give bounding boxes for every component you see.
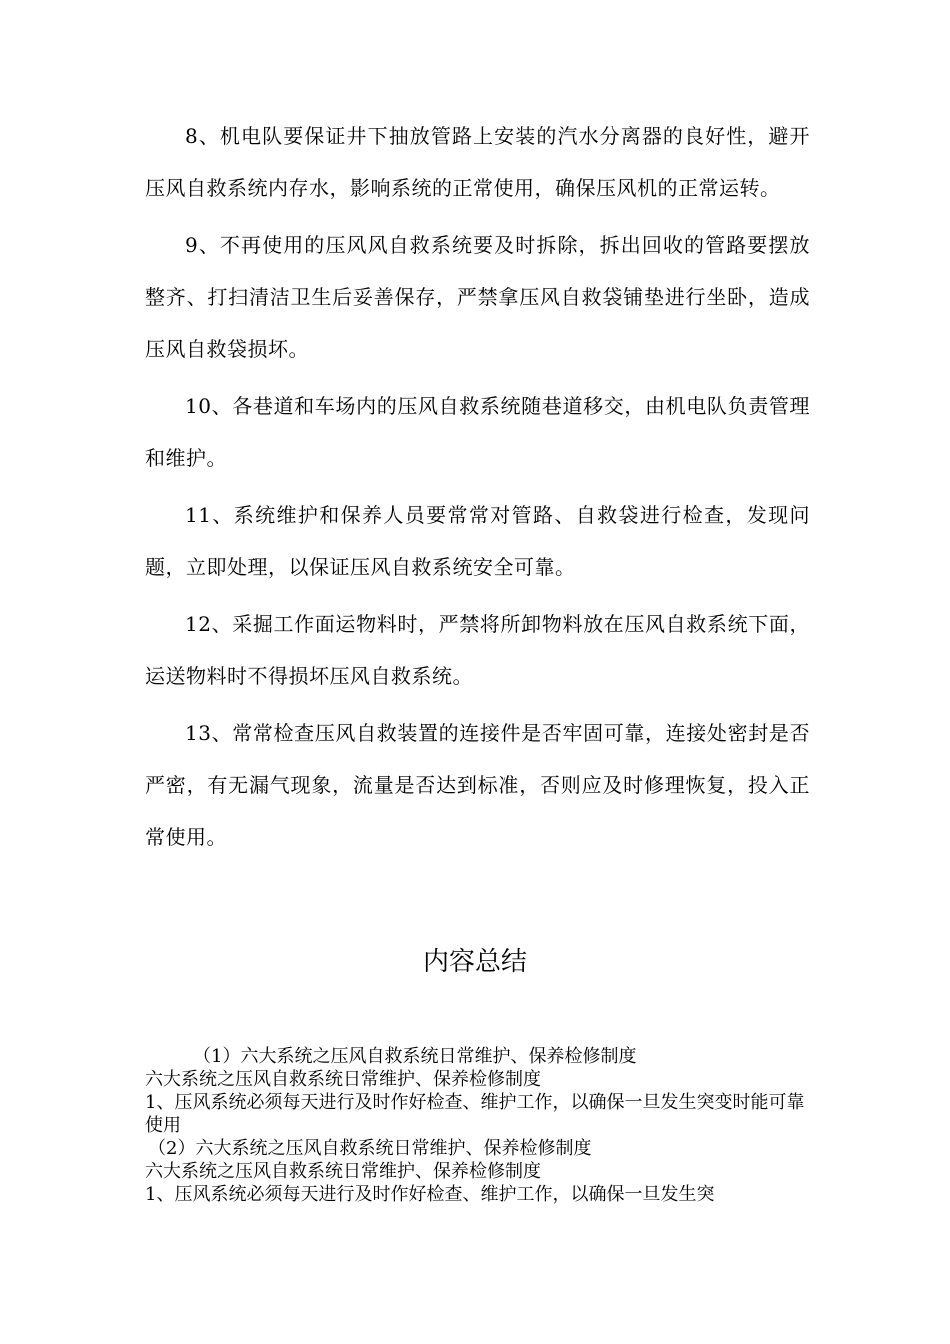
summary-line: 1、压风系统必须每天进行及时作好检查、维护工作，以确保一旦发生突: [145, 1184, 715, 1205]
summary-line: （2）六大系统之压风自救系统日常维护、保养检修制度: [148, 1138, 592, 1159]
paragraph-item-8: 8、机电队要保证井下抽放管路上安装的汽水分离器的良好性，避开压风自救系统内存水，影响系统的正常使用，确保压风机的正常运转。: [145, 124, 810, 200]
summary-line: 六大系统之压风自救系统日常维护、保养检修制度: [145, 1161, 541, 1182]
summary-line: 六大系统之压风自救系统日常维护、保养检修制度: [145, 1069, 541, 1090]
summary-block: [145, 1045, 810, 1206]
paragraph-item-11: 11、系统维护和保养人员要常常对管路、自救袋进行检查，发现问题，立即处理，以保证压风自救系统安全可靠。: [145, 503, 810, 579]
paragraph-item-13: 13、常常检查压风自救装置的连接件是否牢固可靠，连接处密封是否严密，有无漏气现象，流量是否达到标准，否则应及时修理恢复，投入正常使用。: [145, 721, 810, 849]
paragraph-item-12: 12、采掘工作面运物料时，严禁将所卸物料放在压风自救系统下面，运送物料时不得损坏压风自救系统。: [145, 612, 810, 688]
paragraph-item-10: 10、各巷道和车场内的压风自救系统随巷道移交，由机电队负责管理和维护。: [145, 394, 810, 470]
summary-title: 内容总结: [422, 947, 527, 977]
summary-line: 1、压风系统必须每天进行及时作好检查、维护工作，以确保一旦发生突变时能可靠使用: [145, 1092, 805, 1136]
paragraph-item-9: 9、不再使用的压风风自救系统要及时拆除，拆出回收的管路要摆放整齐、打扫清洁卫生后妥善保存，严禁拿压风自救袋铺垫进行坐卧，造成压风自救袋损坏。: [145, 233, 810, 361]
summary-line: （1）六大系统之压风自救系统日常维护、保养检修制度: [193, 1046, 637, 1067]
body-text: [145, 110, 810, 868]
